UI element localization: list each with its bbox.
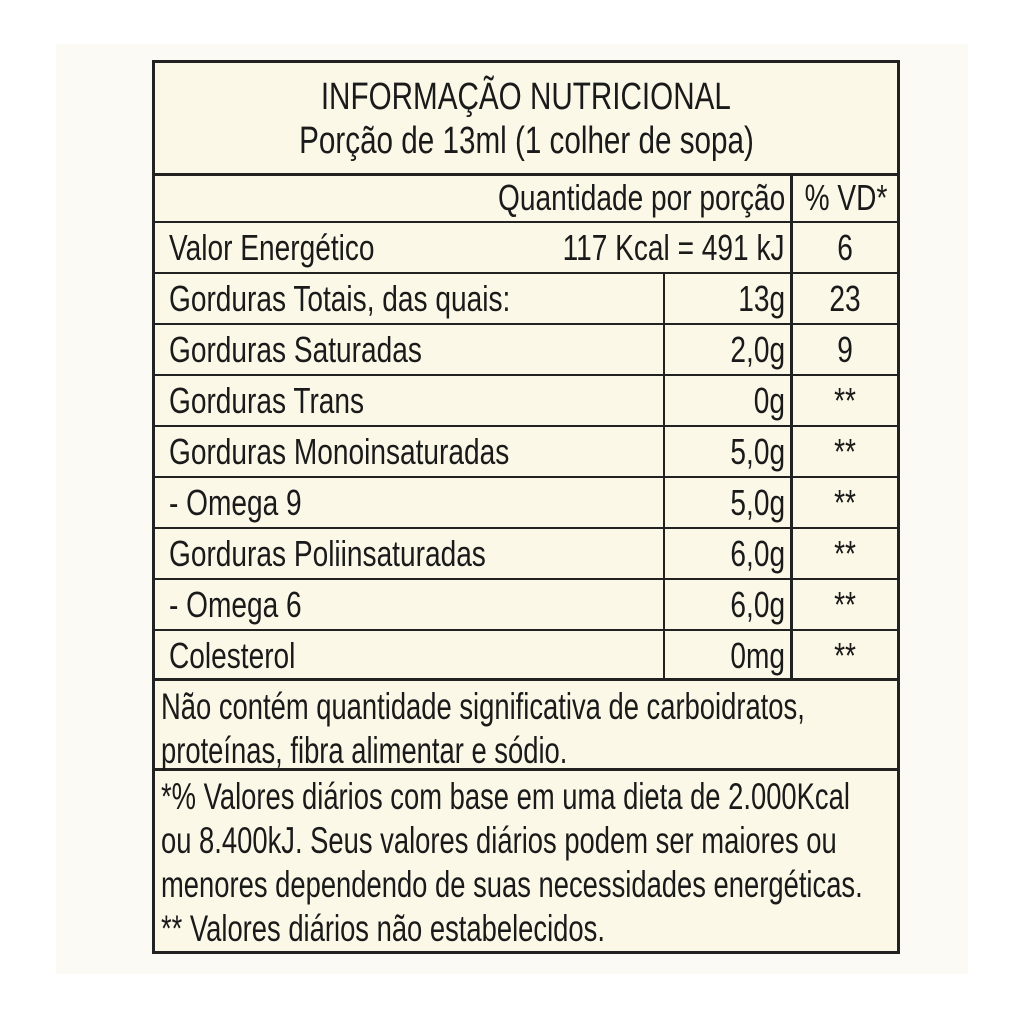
nutrient-daily-value: ** (834, 380, 856, 421)
qty-column-header: Quantidade por porção (497, 177, 785, 218)
nutrient-name: - Omega 9 (169, 482, 302, 523)
nutrient-daily-value: ** (834, 431, 856, 472)
nutrient-daily-value: ** (834, 533, 856, 574)
nutrient-quantity: 5,0g (730, 482, 785, 523)
qty-column-divider (663, 274, 665, 681)
nutrient-quantity: 5,0g (730, 431, 785, 472)
nutrient-daily-value: ** (834, 635, 856, 676)
nutrient-name: Gorduras Trans (169, 380, 365, 421)
nutrient-quantity: 117 Kcal = 491 kJ (563, 227, 785, 268)
nutrient-name: Gorduras Monoinsaturadas (169, 431, 510, 472)
nutrient-quantity: 6,0g (730, 533, 785, 574)
vd-column-divider (790, 173, 793, 681)
nutrient-daily-value: 9 (837, 329, 853, 370)
label-header (155, 63, 897, 176)
vd-column-header: % VD* (804, 177, 888, 218)
nutrient-row (155, 631, 897, 681)
nutrient-daily-value: ** (834, 584, 856, 625)
nutrient-quantity: 0g (753, 380, 785, 421)
daily-values-footnote: *% Valores diários com base em uma dieta de 2.000Kcal ou 8.400kJ. Seus valores diários podem ser maiores ou menores dependendo de suas necessidades energéticas. ** Valores diários não estabelecidos. (161, 776, 863, 949)
label-title: INFORMAÇÃO NUTRICIONAL (320, 76, 732, 118)
nutrient-row (155, 325, 897, 376)
nutrient-row (155, 427, 897, 478)
nutrient-row (155, 223, 897, 274)
nutrient-name: Gorduras Totais, das quais: (169, 278, 511, 319)
nutrient-row (155, 478, 897, 529)
column-header-row (155, 173, 897, 223)
nutrient-row (155, 274, 897, 325)
nutrient-quantity: 2,0g (730, 329, 785, 370)
nutrient-name: Colesterol (169, 635, 296, 676)
nutrient-quantity: 6,0g (730, 584, 785, 625)
portion-size: Porção de 13ml (1 colher de sopa) (298, 120, 754, 162)
nutrient-quantity: 13g (738, 278, 785, 319)
nutrient-row (155, 529, 897, 580)
nutrition-facts-label (152, 60, 900, 954)
not-contains-note: Não contém quantidade significativa de carboidratos, proteínas, fibra alimentar e sódio. (155, 683, 897, 771)
nutrient-row (155, 580, 897, 631)
nutrient-name: - Omega 6 (169, 584, 302, 625)
nutrient-quantity: 0mg (730, 635, 785, 676)
nutrient-daily-value: 6 (837, 227, 853, 268)
nutrient-name: Gorduras Poliinsaturadas (169, 533, 486, 574)
nutrient-name: Gorduras Saturadas (169, 329, 422, 370)
nutrient-daily-value: 23 (829, 278, 861, 319)
nutrient-row (155, 376, 897, 427)
nutrient-daily-value: ** (834, 482, 856, 523)
nutrient-name: Valor Energético (169, 227, 375, 268)
